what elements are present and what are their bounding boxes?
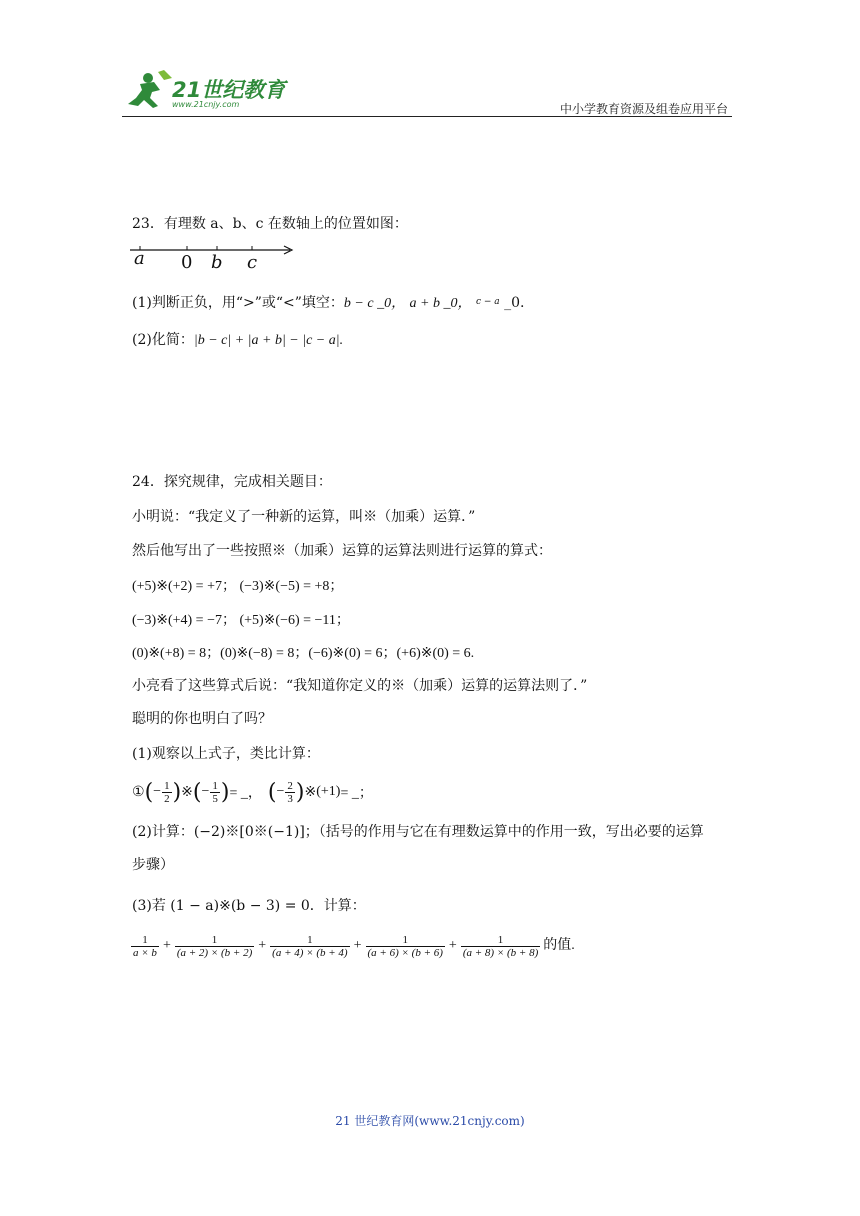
header-divider [122,116,732,117]
footer-link[interactable]: 21 世纪教育网(www.21cnjy.com) [335,1114,525,1128]
eq2-tail: = _； [340,786,373,801]
eq2-mid: (+1) [316,784,341,799]
axis-label-a: a [134,248,145,269]
q24-part1-title: (1)观察以上式子，类比计算： [132,746,320,762]
q24-part2-line1: (2)计算：(−2)※[0※(−1)]；（括号的作用与它在有理数运算中的作用一致，写出必要的运算 [132,824,704,840]
q24-line1: 小明说：“我定义了一种新的运算，叫※（加乘）运算．” [132,509,476,525]
sum-term-5: $\frac{1}{(a + 8) \times (b + 8)}$ [462,933,539,959]
q23-part2 [132,330,343,351]
q24-line2: 然后他写出了一些按照※（加乘）运算的运算法则进行运算的算式： [132,543,552,559]
sum-tail: 的值. [543,938,575,953]
number-line [130,240,300,272]
logo-url: www.21cnjy.com [172,100,240,109]
sum-term-4: $\frac{1}{(a + 6) \times (b + 6)}$ [367,933,443,959]
q23-part1-prefix: (1)判断正负，用“>”或“<”填空： [132,295,344,311]
q24-part3-line1: (3)若 (1 − a)※(b − 3) = 0．计算： [132,898,366,914]
eq1-tail: = _， [229,786,262,801]
op-symbol-2: ※ [304,784,317,800]
fraction-1: $\frac{1}{2}$ [164,779,170,805]
q24-part1-expressions: ① ( − $\frac{1}{2}$ ) ※ ( − $\frac{1}{5}$ ) = _， ( − $\frac{2}{3}$ ) ※ (+1) = _； [132,779,373,805]
op-symbol: ※ [181,784,193,800]
circled-one: ① [132,784,145,800]
q23-expr-b-minus-c: b − c _0， [343,296,406,311]
q24-equations-1: (+5)※(+2) = +7； (−3)※(−5) = +8； [132,579,344,594]
fraction-2: $\frac{1}{5}$ [212,779,218,805]
q24-part2-line2: 步骤） [132,857,174,873]
axis-label-b: b [211,252,223,273]
q24-line4: 聪明的你也明白了吗？ [132,711,272,727]
platform-name: 中小学教育资源及组卷应用平台 [559,102,728,116]
q23-expr-a-plus-b: a + b _0， [409,296,472,311]
fraction-3: $\frac{2}{3}$ [287,779,293,805]
q24-title: 24．探究规律，完成相关题目： [132,474,332,490]
q23-part2-expression: |b − c| + |a + b| − |c − a|. [193,333,344,348]
sum-term-2: $\frac{1}{(a + 2) \times (b + 2)}$ [176,933,253,959]
logo-text: 21世纪教育 [172,78,286,102]
frac2-sign: − [201,784,210,799]
q23-part1 [132,292,524,314]
plus-4: + [448,938,457,953]
logo [120,68,290,116]
sum-term-1: $\frac{1}{a \times b}$ [133,933,157,959]
frac3-sign: − [276,784,285,799]
plus-3: + [353,938,362,953]
q24-equations-2: (−3)※(+4) = −7； (+5)※(−6) = −11； [132,613,350,628]
axis-label-zero: 0 [181,252,193,273]
axis-label-c: c [247,252,258,273]
q23-title: 23．有理数 a、b、c 在数轴上的位置如图： [132,216,408,232]
q23-expr3-tail: _0. [499,295,525,311]
frac1-sign: − [153,784,162,799]
q24-line3: 小亮看了这些算式后说：“我知道你定义的※（加乘）运算的运算法则了．” [132,678,588,694]
plus-1: + [162,938,171,953]
plus-2: + [258,938,267,953]
q24-equations-3: (0)※(+8) = 8；(0)※(−8) = 8；(−6)※(0) = 6；(+6)※(0) = 6. [132,646,475,661]
q24-part3-sum [130,930,575,962]
q23-expr-c-minus-a: c − a [475,297,500,307]
q23-part2-prefix: (2)化简： [132,332,194,348]
sum-term-3: $\frac{1}{(a + 4) \times (b + 4)}$ [272,933,348,959]
